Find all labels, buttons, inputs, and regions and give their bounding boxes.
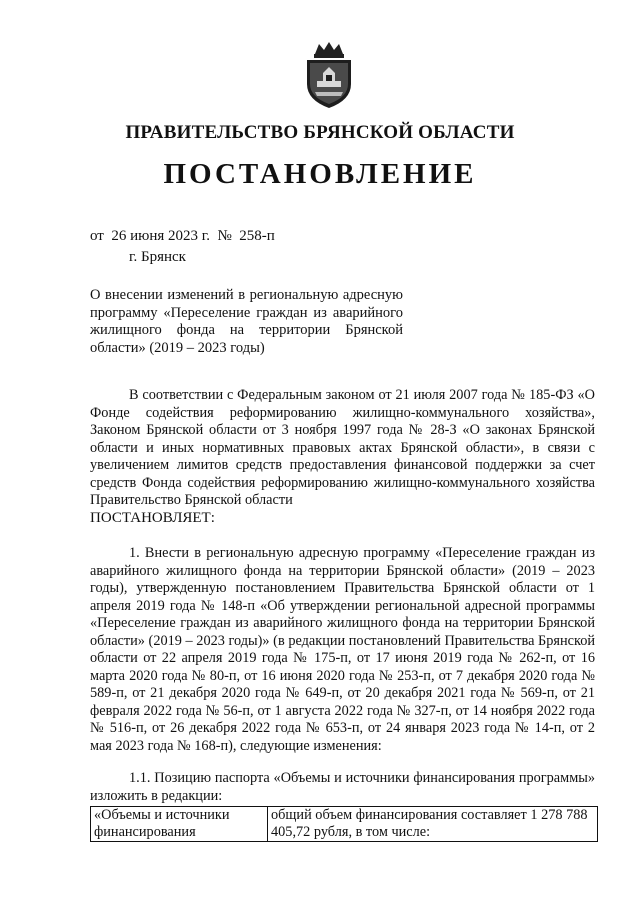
- table-row: [91, 807, 598, 842]
- document-type: ПОСТАНОВЛЕНИЕ: [163, 158, 477, 190]
- date-number-line: от 26 июня 2023 г. № 258-п: [90, 228, 275, 244]
- preamble-paragraph: В соответствии с Федеральным законом от 21 июля 2007 года № 185-ФЗ «О Фонде содействия реформированию жилищно-коммунального хозяйства», Законом Брянской области от 3 ноября 1997 года № 28-З «О законах Брянской области и иных нормативных правовых актах Брянской области», в связи с увеличением лимитов средств предоставления финансовой поддержки за счет средств Фонда содействия реформированию жилищно-коммунального хозяйства Правительство Брянской области: [90, 387, 595, 508]
- item-1-paragraph: 1. Внести в региональную адресную программу «Переселение граждан из аварийного жилищного фонда на территории Брянской области» (2019 – 2023 годы), утвержденную постановлением Правительства Брянской области от 1 апреля 2019 года № 148-п «Об утверждении региональной адресной программы «Переселение граждан из аварийного жилищного фонда на территории Брянской области» (2019 – 2023 годы)» (в редакции постановлений Правительства Брянской области от 22 апреля 2019 года № 175-п, от 17 июня 2019 года № 262-п, от 16 марта 2020 года № 80-п, от 16 июня 2020 года № 253-п, от 7 декабря 2020 года № 589-п, от 21 декабря 2020 года № 649-п, от 20 декабря 2021 года № 569-п, от 21 февраля 2022 года № 56-п, от 1 августа 2022 года № 327-п, от 14 ноября 2022 года № 516-п, от 26 декабря 2022 года № 653-п, от 24 января 2023 года № 14-п, от 2 мая 2023 года № 168-п), следующие изменения:: [90, 545, 595, 754]
- table-cell-value: общий объем финансирования составляет 1 278 788 405,72 рубля, в том числе:: [268, 807, 598, 842]
- government-name: ПРАВИТЕЛЬСТВО БРЯНСКОЙ ОБЛАСТИ: [125, 122, 515, 143]
- resolves-heading: ПОСТАНОВЛЯЕТ:: [90, 510, 215, 526]
- table-cell-label: «Объемы и источники финансирования: [91, 807, 268, 842]
- city-line: г. Брянск: [129, 249, 186, 265]
- item-1-1-paragraph: 1.1. Позицию паспорта «Объемы и источники финансирования программы» изложить в редакции:: [90, 770, 595, 804]
- financing-table: [90, 806, 598, 842]
- coat-of-arms-icon: [301, 40, 357, 110]
- document-subject: О внесении изменений в региональную адресную программу «Переселение граждан из аварийного жилищного фонда на территории Брянской области» (2019 – 2023 годы): [90, 287, 403, 356]
